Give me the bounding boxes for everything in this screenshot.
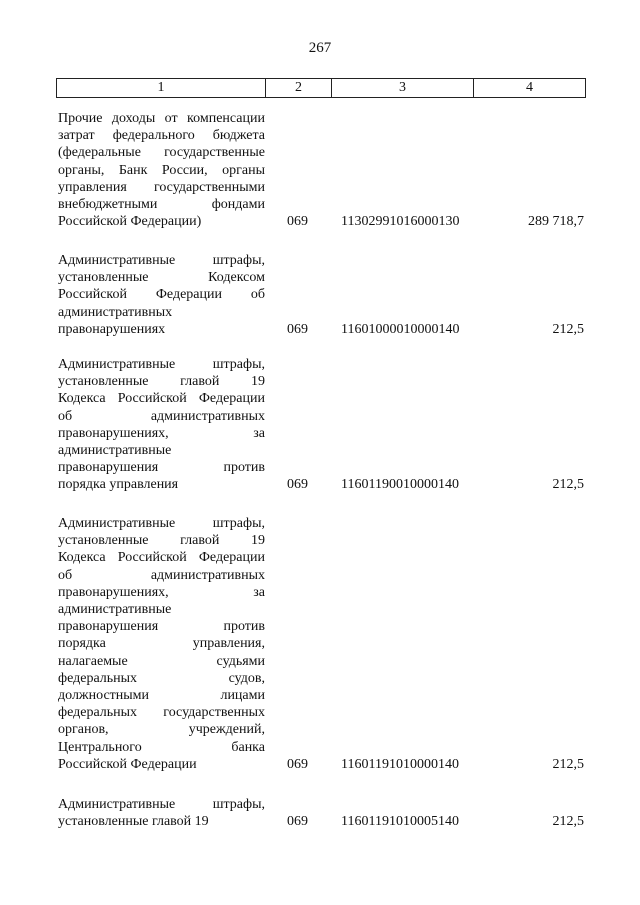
description-line: административные [58,443,172,459]
budget-classification-code: 11601191010005140 [341,814,459,830]
admin-code: 069 [287,814,308,830]
admin-code: 069 [287,756,308,772]
description-line: порядка управления, [58,636,265,652]
description-line: Российской Федерации [58,756,197,772]
row-description [58,796,265,830]
row-description [58,252,265,338]
row-description [58,110,265,230]
amount-value: 212,5 [552,321,584,337]
description-line: Центрального банка [58,739,265,755]
amount-value: 212,5 [552,477,584,493]
description-line: Кодекса Российской Федерации [58,550,265,566]
description-line: управления государственными [58,179,265,195]
budget-classification-code: 11302991016000130 [341,214,460,230]
column-header-3: 3 [332,79,474,97]
description-line: установленные главой 19 [58,533,265,549]
amount-value: 289 718,7 [528,214,584,230]
column-header-1: 1 [57,79,266,97]
amount-value: 212,5 [552,814,584,830]
description-line: правонарушениях [58,321,166,337]
row-description [58,356,265,494]
amount-value: 212,5 [552,756,584,772]
description-line: Административные штрафы, [58,516,265,531]
budget-classification-code: 11601190010000140 [341,477,459,493]
description-line: правонарушениях, за [58,584,265,600]
description-line: налагаемые судьями [58,653,265,669]
description-line: правонарушения против [58,619,265,635]
column-header-4: 4 [526,80,533,95]
description-line: установленные Кодексом [58,270,265,286]
description-line: установленные главой 19 [58,814,209,830]
row-description [58,515,265,773]
budget-classification-code: 11601191010000140 [341,756,459,772]
admin-code: 069 [287,214,308,230]
description-line: административных [58,304,173,320]
description-line: (федеральные государственные [58,145,265,161]
description-line: Административные штрафы, [58,253,265,268]
description-line: административные [58,602,172,618]
description-line: федеральных государственных [58,705,265,721]
admin-code: 069 [287,321,308,337]
description-line: об административных [58,567,265,583]
description-line: должностными лицами [58,688,265,704]
description-line: Прочие доходы от компенсации [58,111,265,126]
description-line: Административные штрафы, [58,797,265,812]
description-line: правонарушениях, за [58,425,265,441]
description-line: Кодекса Российской Федерации [58,391,265,407]
column-header-2: 2 [266,79,332,97]
budget-classification-code: 11601000010000140 [341,321,460,337]
description-line: порядка управления [58,477,179,493]
description-line: об административных [58,408,265,424]
page-number: 267 [308,40,332,56]
description-line: правонарушения против [58,460,265,476]
description-line: Российской Федерации об [58,287,265,303]
description-line: Административные штрафы, [58,357,265,372]
description-line: внебюджетными фондами [58,197,265,213]
description-line: Российской Федерации) [58,214,202,230]
description-line: федеральных судов, [58,670,265,686]
description-line: затрат федерального бюджета [58,128,265,144]
column-header-row [56,78,586,98]
description-line: установленные главой 19 [58,374,265,390]
description-line: органов, учреждений, [58,722,265,738]
description-line: органы, Банк России, органы [58,162,265,178]
admin-code: 069 [287,477,308,493]
